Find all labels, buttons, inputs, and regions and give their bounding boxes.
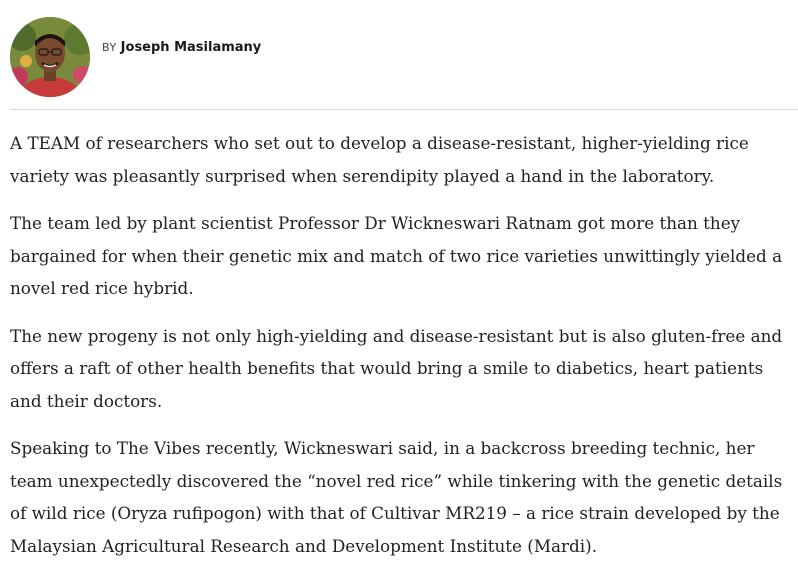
author-photo <box>10 17 90 97</box>
article-paragraph: The new progeny is not only high-yielding and disease-resistant but is also gluten-free and offers a raft of other health benefits that would bring a smile to diabetics, heart patients and their doctors. <box>10 325 783 411</box>
author-byline <box>10 15 798 99</box>
author-name-link[interactable]: Joseph Masilamany <box>120 39 262 55</box>
article-paragraph: Speaking to The Vibes recently, Wickneswari said, in a backcross breeding technic, her team unexpectedly discovered the “novel red rice” while tinkering with the genetic details of wild rice (Oryza rufipogon) with that of Cultivar MR219 – a rice strain developed by the Malaysian Agricultural Research and Development Institute (Mardi). <box>10 438 783 556</box>
byline-prefix: BY <box>102 40 117 54</box>
article-paragraph: The team led by plant scientist Professor Dr Wickneswari Ratnam got more than they bargained for when their genetic mix and match of two rice varieties unwittingly yielded a novel red rice hybrid. <box>10 213 783 298</box>
article-body <box>10 127 794 577</box>
author-avatar[interactable] <box>10 17 90 97</box>
author-credit <box>102 40 261 55</box>
byline-divider <box>10 109 798 110</box>
article-paragraph: A TEAM of researchers who set out to develop a disease-resistant, higher-yielding rice variety was pleasantly surprised when serendipity played a hand in the laboratory. <box>10 133 749 186</box>
